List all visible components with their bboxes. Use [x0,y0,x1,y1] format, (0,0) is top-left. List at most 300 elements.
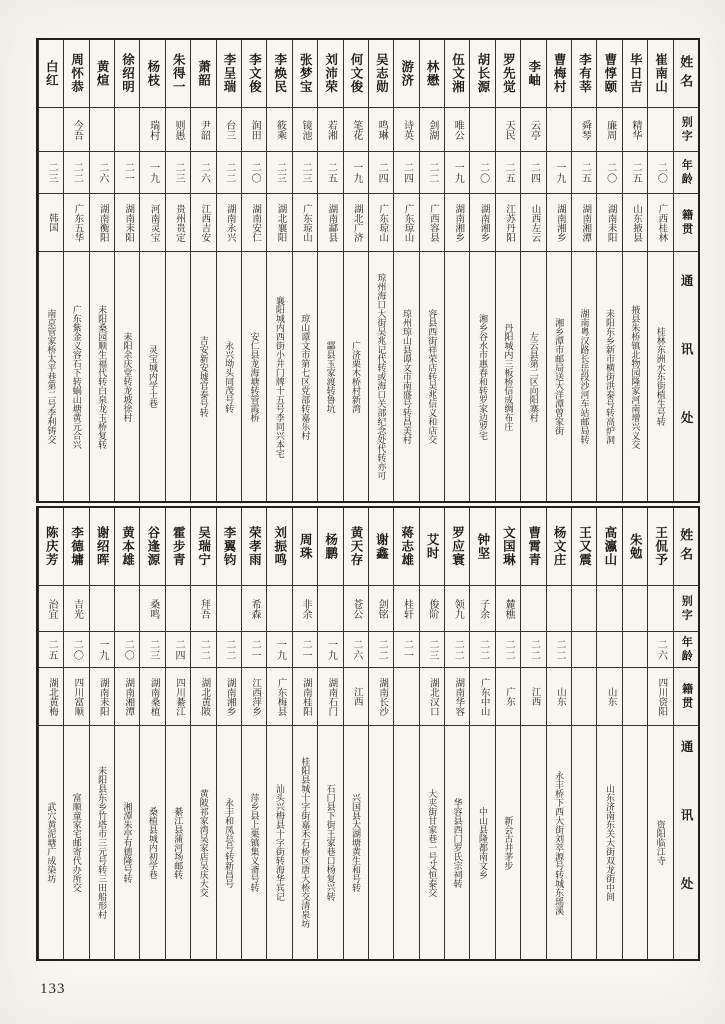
person-name-text: 游济 [399,60,414,87]
person-name-text: 胡长源 [475,53,490,94]
person-name-text: 崔南山 [653,53,668,94]
header-address-label: 通讯处 [679,739,694,946]
contact-address-text: 桂林东洲水东街植生号转 [655,327,666,426]
contact-address-text: 兴国县大湖塘黄生和号转 [351,793,362,892]
person-name [597,508,621,586]
age-value-text: 二二 [198,638,210,661]
age-value [242,632,266,668]
native-place-text: 贵州贵定 [173,203,184,242]
age-value-text: 二四 [528,161,540,184]
native-place [496,668,520,726]
contact-address-text: 富顺童家宅邮寄代办所交 [71,793,82,892]
person-name [445,508,469,586]
contact-address [648,252,672,501]
directory-entry-column [520,508,545,959]
age-value-text: 二六 [655,638,667,661]
native-place [648,668,672,726]
contact-address-text: 大夹街甘家巷一号艾恒泰交 [427,788,438,897]
courtesy-name-text: 俊阶 [426,598,438,619]
age-value [267,632,291,668]
contact-address-text: 耒阳桑园顺生福代转白泉龙玉桥复转 [97,304,108,449]
header-age-label: 年龄 [680,158,693,187]
contact-address-text: 中山县隆都南文乡 [477,806,488,879]
contact-address [623,252,647,501]
person-name [445,40,469,108]
courtesy-name [242,108,266,152]
contact-address [166,726,190,959]
person-name-text: 林懋 [425,60,440,87]
person-name-text: 王侃予 [653,526,668,567]
native-place-text: 山东掖县 [631,203,641,242]
age-value [420,152,444,194]
contact-address [445,252,469,501]
age-value-text: 二一 [249,638,261,661]
native-place-text: 湖南湘乡 [453,203,464,242]
person-name [547,508,571,586]
courtesy-name-text: 廉周 [604,119,616,140]
contact-address [64,726,88,959]
native-place-text: 湖南湘乡 [554,203,565,242]
courtesy-name-text: 桑鸣 [147,598,159,619]
native-place-text: 四川綦江 [173,677,184,716]
person-name [191,40,215,108]
directory-table-bottom [36,506,700,961]
contact-address-text: 湘潭朱亭有德隆号转 [122,802,133,883]
courtesy-name-text: 唯公 [452,119,464,140]
age-value-text: 二〇 [71,638,83,661]
age-value [648,152,672,194]
courtesy-name-text: 天民 [503,119,515,140]
person-name-text: 杨文庄 [552,526,567,567]
person-name-text: 罗应寰 [450,526,465,567]
contact-address [394,726,418,959]
directory-entry-column [38,40,63,501]
header-origin [674,668,698,726]
courtesy-name-text: 桂轩 [401,598,413,619]
courtesy-name [115,586,139,632]
person-name-text: 谷逢源 [145,526,160,567]
directory-entry-column [622,508,647,959]
person-name [496,40,520,108]
age-value-text: 二四 [172,638,184,661]
courtesy-name-text: 笔花 [350,119,362,140]
native-place [369,194,393,252]
age-value-text: 二四 [401,161,413,184]
contact-address-text: 湘乡潭市邮局送大洋潭曾家街 [554,318,565,435]
person-name [166,508,190,586]
person-name-text: 杨枝 [145,60,160,87]
contact-address [470,726,494,959]
age-value-text: 二六 [350,638,362,661]
courtesy-name-text: 治宜 [46,598,58,619]
age-value [369,152,393,194]
age-value-text: 一九 [452,161,464,184]
native-place-text: 韩国 [47,213,58,232]
directory-entry-column [216,40,241,501]
person-name-text: 霍步青 [171,526,186,567]
directory-entry-column [647,508,672,959]
courtesy-name [64,586,88,632]
contact-address-text: 琼山谭文市第七区党部转嘉乐村 [300,313,311,440]
directory-entry-column [139,508,164,959]
contact-address [39,252,63,501]
native-place [90,194,114,252]
age-value-text: 二〇 [122,638,134,661]
person-name [39,508,63,586]
contact-address-text: 耒阳县东乡竹塔市三元号转三田船形村 [97,766,108,919]
native-place [470,668,494,726]
person-name [470,508,494,586]
native-place [521,668,545,726]
courtesy-name [420,108,444,152]
person-name [242,40,266,108]
contact-address-text: 永兴坳头同茂号转 [224,340,235,413]
contact-address [39,726,63,959]
person-name-text: 朱勉 [628,533,643,560]
directory-entry-column [596,508,621,959]
age-value [496,632,520,668]
native-place-text: 湖南耒阳 [605,203,616,242]
courtesy-name [420,586,444,632]
directory-entry-column [393,40,418,501]
directory-entry-column [469,40,494,501]
contact-address [217,726,241,959]
person-name-text: 曹惇颐 [602,53,617,94]
courtesy-name-text: 台三 [223,119,235,140]
native-place [394,668,418,726]
courtesy-name [64,108,88,152]
contact-address-text: 左云县第二区向阳寨村 [528,331,539,422]
native-place-text: 湖南湘潭 [123,677,134,716]
native-place-text: 江西萍乡 [250,677,261,716]
native-place-text: 山东 [605,687,616,706]
native-place-text: 广东琼山 [402,203,413,242]
native-place-text: 湖南安仁 [250,203,261,242]
contact-address-text: 湖南粤汉路长岳段沙河车站邮局转 [579,309,590,444]
person-name-text: 文国琳 [501,526,516,567]
directory-entry-column [190,40,215,501]
contact-address-text: 掖县朱桥镇北物园隆家河南增兴义交 [630,304,641,449]
age-value [572,152,596,194]
person-name [318,40,342,108]
contact-address-text: 耒阳东乡新市横街洪泰号转高炉洞 [604,309,615,444]
native-place-text: 湖南桑植 [148,677,159,716]
directory-sheet [36,38,700,961]
contact-address [140,252,164,501]
header-origin-label: 籍贯 [680,208,693,237]
courtesy-name-text: 领九 [452,598,464,619]
native-place-text: 湖南华容 [453,677,464,716]
directory-entry-column [393,508,418,959]
age-value [344,632,368,668]
courtesy-name-text: 云亭 [528,119,540,140]
native-place-text: 湖南酃县 [326,203,337,242]
table-header-column [673,40,698,501]
native-place [293,194,317,252]
age-value [648,632,672,668]
age-value [293,632,317,668]
courtesy-name [267,108,291,152]
person-name-text: 黄煊 [95,60,110,87]
age-value-text: 二一 [122,161,134,184]
age-value-text: 一九 [274,638,286,661]
courtesy-name-text: 麓樵 [503,598,515,619]
native-place [318,668,342,726]
native-place [191,194,215,252]
courtesy-name [369,586,393,632]
courtesy-name-text: 润田 [249,119,261,140]
native-place [166,194,190,252]
contact-address [420,252,444,501]
native-place [420,668,444,726]
contact-address [648,726,672,959]
age-value-text: 二五 [630,161,642,184]
person-name [521,40,545,108]
courtesy-name [191,586,215,632]
person-name-text: 曹霄青 [526,526,541,567]
person-name [166,40,190,108]
contact-address [90,726,114,959]
courtesy-name-text: 剑湖 [426,119,438,140]
person-name [64,508,88,586]
age-value-text: 二一 [299,638,311,661]
person-name-text: 白红 [44,60,59,87]
age-value [64,152,88,194]
age-value-text: 二五 [579,161,591,184]
directory-entry-column [647,40,672,501]
person-name-text: 陈庆芳 [44,526,59,567]
contact-address [344,252,368,501]
directory-entry-column [571,508,596,959]
directory-entry-column [165,508,190,959]
native-place [242,668,266,726]
native-place [521,194,545,252]
header-age [674,152,698,194]
directory-entry-column [495,40,520,501]
age-value-text: 二〇 [477,161,489,184]
native-place-text: 湖北黄陂 [199,677,210,716]
native-place [344,668,368,726]
age-value-text: 二二 [477,638,489,661]
contact-address-text: 华容县西门罗氏宗祠转 [452,797,463,888]
age-value [39,632,63,668]
native-place [470,194,494,252]
directory-entry-column [89,40,114,501]
age-value-text: 二二 [553,638,565,661]
age-value [39,152,63,194]
person-name-text: 杨鹏 [323,533,338,560]
age-value-text: 二六 [96,161,108,184]
directory-entry-column [444,508,469,959]
person-name [90,508,114,586]
header-name [674,40,698,108]
directory-entry-column [343,40,368,501]
contact-address [496,726,520,959]
person-name [344,40,368,108]
age-value [140,152,164,194]
courtesy-name [191,108,215,152]
contact-address-text: 汕头兴梅县十字街转海华宾记 [274,784,285,901]
age-value [445,152,469,194]
native-place-text: 湖北襄阳 [275,203,286,242]
age-value-text: 二二 [223,638,235,661]
age-value-text: 一九 [96,638,108,661]
native-place [217,194,241,252]
age-value [318,152,342,194]
contact-address [318,726,342,959]
age-value-text: 二三 [426,638,438,661]
native-place [623,194,647,252]
contact-address [115,252,139,501]
contact-address [623,726,647,959]
native-place-text: 江苏丹阳 [504,203,515,242]
person-name-text: 李文俊 [247,53,262,94]
native-place [445,668,469,726]
directory-entry-column [38,508,63,959]
courtesy-name-text: 非余 [299,598,311,619]
courtesy-name [623,586,647,632]
courtesy-name [39,108,63,152]
courtesy-name [318,108,342,152]
age-value [166,152,190,194]
person-name-text: 李有莘 [577,53,592,94]
person-name [597,40,621,108]
contact-address [242,726,266,959]
courtesy-name [369,108,393,152]
header-address [674,726,698,959]
person-name [369,40,393,108]
contact-address-text: 永丰桥下西大街刘萃源号转城东瑶溪 [554,770,565,915]
age-value-text: 一九 [553,161,565,184]
header-courtesy [674,586,698,632]
age-value-text: 二〇 [249,161,261,184]
person-name-text: 钟坚 [475,533,490,560]
contact-address [572,252,596,501]
header-name-label: 姓名 [678,527,694,566]
courtesy-name-text: 今吾 [71,119,83,140]
contact-address-text: 灵宝城内学士巷 [147,345,158,408]
age-value [191,152,215,194]
contact-address-text: 山东济南东关大街双龙街中间 [604,784,615,901]
courtesy-name [90,108,114,152]
native-place-text: 河南灵宝 [148,203,159,242]
native-place-text: 湖南长沙 [377,677,388,716]
directory-entry-column [241,508,266,959]
courtesy-name-text: 镜池 [299,119,311,140]
native-place [318,194,342,252]
person-name-text: 谢鑫 [374,533,389,560]
native-place [166,668,190,726]
age-value-text: 二三 [46,161,58,184]
native-place [64,194,88,252]
native-place-text: 广东琼山 [377,203,388,242]
native-place [572,194,596,252]
age-value-text: 二五 [46,638,58,661]
native-place-text: 湖南湘潭 [580,203,591,242]
contact-address [597,726,621,959]
directory-entry-column [114,508,139,959]
age-value-text: 二五 [503,161,515,184]
age-value-text: 二五 [325,161,337,184]
courtesy-name [293,108,317,152]
age-value [217,152,241,194]
directory-entry-column [292,508,317,959]
person-name-text: 周珠 [298,533,313,560]
native-place-text: 广东五华 [72,203,83,242]
directory-entry-column [343,508,368,959]
person-name-text: 蒋志雄 [399,526,414,567]
age-value-text: 一九 [325,638,337,661]
person-name-text: 李翼钧 [222,526,237,567]
person-name [140,508,164,586]
contact-address [369,252,393,501]
contact-address-text: 永丰和凤总号转新昌号 [224,797,235,888]
person-name [394,508,418,586]
age-value-text: 二四 [376,161,388,184]
age-value [394,632,418,668]
contact-address [496,252,520,501]
courtesy-name [217,108,241,152]
courtesy-name-text: 舜琴 [579,119,591,140]
courtesy-name [217,586,241,632]
person-name [623,508,647,586]
courtesy-name [242,586,266,632]
person-name [267,508,291,586]
native-place-text: 湖南永兴 [224,203,235,242]
person-name [242,508,266,586]
native-place-text: 湖北汉口 [427,677,438,716]
contact-address-text: 新会古井茅步 [503,815,514,870]
person-name-text: 刘振鸣 [272,526,287,567]
directory-entry-column [419,40,444,501]
directory-entry-column [368,508,393,959]
person-name-text: 王又震 [577,526,592,567]
person-name-text: 张梦宝 [298,53,313,94]
age-value [420,632,444,668]
courtesy-name [39,586,63,632]
native-place [242,194,266,252]
directory-entry-column [241,40,266,501]
age-value [293,152,317,194]
courtesy-name [445,108,469,152]
directory-entry-column [292,40,317,501]
courtesy-name [267,586,291,632]
native-place [267,194,291,252]
native-place-text: 江西 [351,687,362,706]
age-value [470,632,494,668]
contact-address [521,726,545,959]
native-place-text: 四川富顺 [72,677,83,716]
person-name [420,508,444,586]
native-place-text: 湖南石门 [326,677,337,716]
courtesy-name [344,108,368,152]
directory-entry-column [317,508,342,959]
age-value [623,152,647,194]
courtesy-name [445,586,469,632]
person-name [140,40,164,108]
directory-entry-column [419,508,444,959]
person-name [623,40,647,108]
age-value-text: 一九 [147,161,159,184]
age-value-text: 二三 [172,161,184,184]
person-name-text: 高瀛山 [602,526,617,567]
age-value [445,632,469,668]
person-name [572,40,596,108]
courtesy-name [623,108,647,152]
age-value [90,152,114,194]
courtesy-name [470,586,494,632]
courtesy-name [470,108,494,152]
